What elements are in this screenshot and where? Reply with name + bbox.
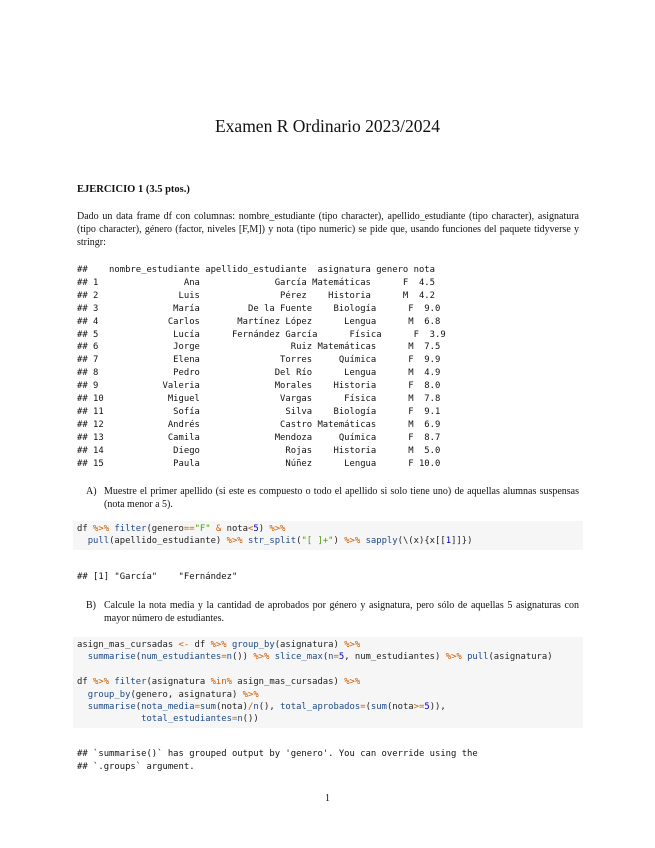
page-number: 1 — [325, 793, 330, 804]
data-frame-output: ## nombre_estudiante apellido_estudiante asignatura genero nota ## 1 Ana García Matemáticas F 4.5 ## 2 Luis Pérez Historia M 4.2 ## 3 María De la Fuente Biología F 9.0 ## 4 Carlos Martínez López Lengua M 6.8 ## 5 Lucía Fernández García Física F 3.9 ## 6 Jorge Ruiz Matemáticas M 7.5 ## 7 Elena Torres Química F 9.9 ## 8 Pedro Del Río Lengua M 4.9 ## 9 Valeria Morales Historia F 8.0 ## 10 Miguel Vargas Física M 7.8 ## 11 Sofía Silva Biología F 9.1 ## 12 Andrés Castro Matemáticas M 6.9 ## 13 Camila Mendoza Química F 8.7 ## 14 Diego Rojas Historia M 5.0 ## 15 Paula Núñez Lengua F 10.0 — [77, 265, 446, 469]
question-b — [86, 599, 579, 625]
code-block-a: df %>% filter(genero=="F" & nota<5) %>% pull(apellido_estudiante) %>% str_split("[ ]+") %>% sapply(\(x){x[[1]]}) — [73, 521, 583, 550]
output-b: ## `summarise()` has grouped output by 'genero'. You can override using the ## `.groups` argument. — [77, 749, 478, 772]
question-a — [86, 485, 579, 511]
question-a-label: A) — [86, 486, 97, 497]
output-a: ## [1] "García" "Fernández" — [77, 572, 238, 582]
question-b-label: B) — [86, 600, 96, 611]
question-a-text: Muestre el primer apellido (si este es compuesto o todo el apellido si solo tiene uno) de aquellas alumnas suspensas (nota menor a 5). — [104, 486, 579, 510]
question-b-text: Calcule la nota media y la cantidad de aprobados por género y asignatura, pero sólo de aquellas 5 asignaturas con mayor número de estudiantes. — [104, 600, 579, 624]
code-block-b: asign_mas_cursadas <- df %>% group_by(asignatura) %>% summarise(num_estudiantes=n()) %>% slice_max(n=5, num_estudiantes) %>% pull(asignatura) df %>% filter(asignatura %in% asign_mas_cursadas) %>% group_by(genero, asignatura) %>% summarise(nota_media=sum(nota)/n(), total_aprobados=(sum(nota>=5)), total_estudiantes=n()) — [73, 637, 583, 728]
exercise-heading: EJERCICIO 1 (3.5 ptos.) — [77, 184, 190, 195]
intro-paragraph: Dado un data frame df con columnas: nombre_estudiante (tipo character), apellido_estudiante (tipo character), asignatura (tipo character), género (factor, niveles [F,M]) y nota (tipo numeric) se pide que, usando funciones del paquete tidyverse y stringr: — [77, 211, 579, 248]
document-title: Examen R Ordinario 2023/2024 — [214, 116, 441, 136]
